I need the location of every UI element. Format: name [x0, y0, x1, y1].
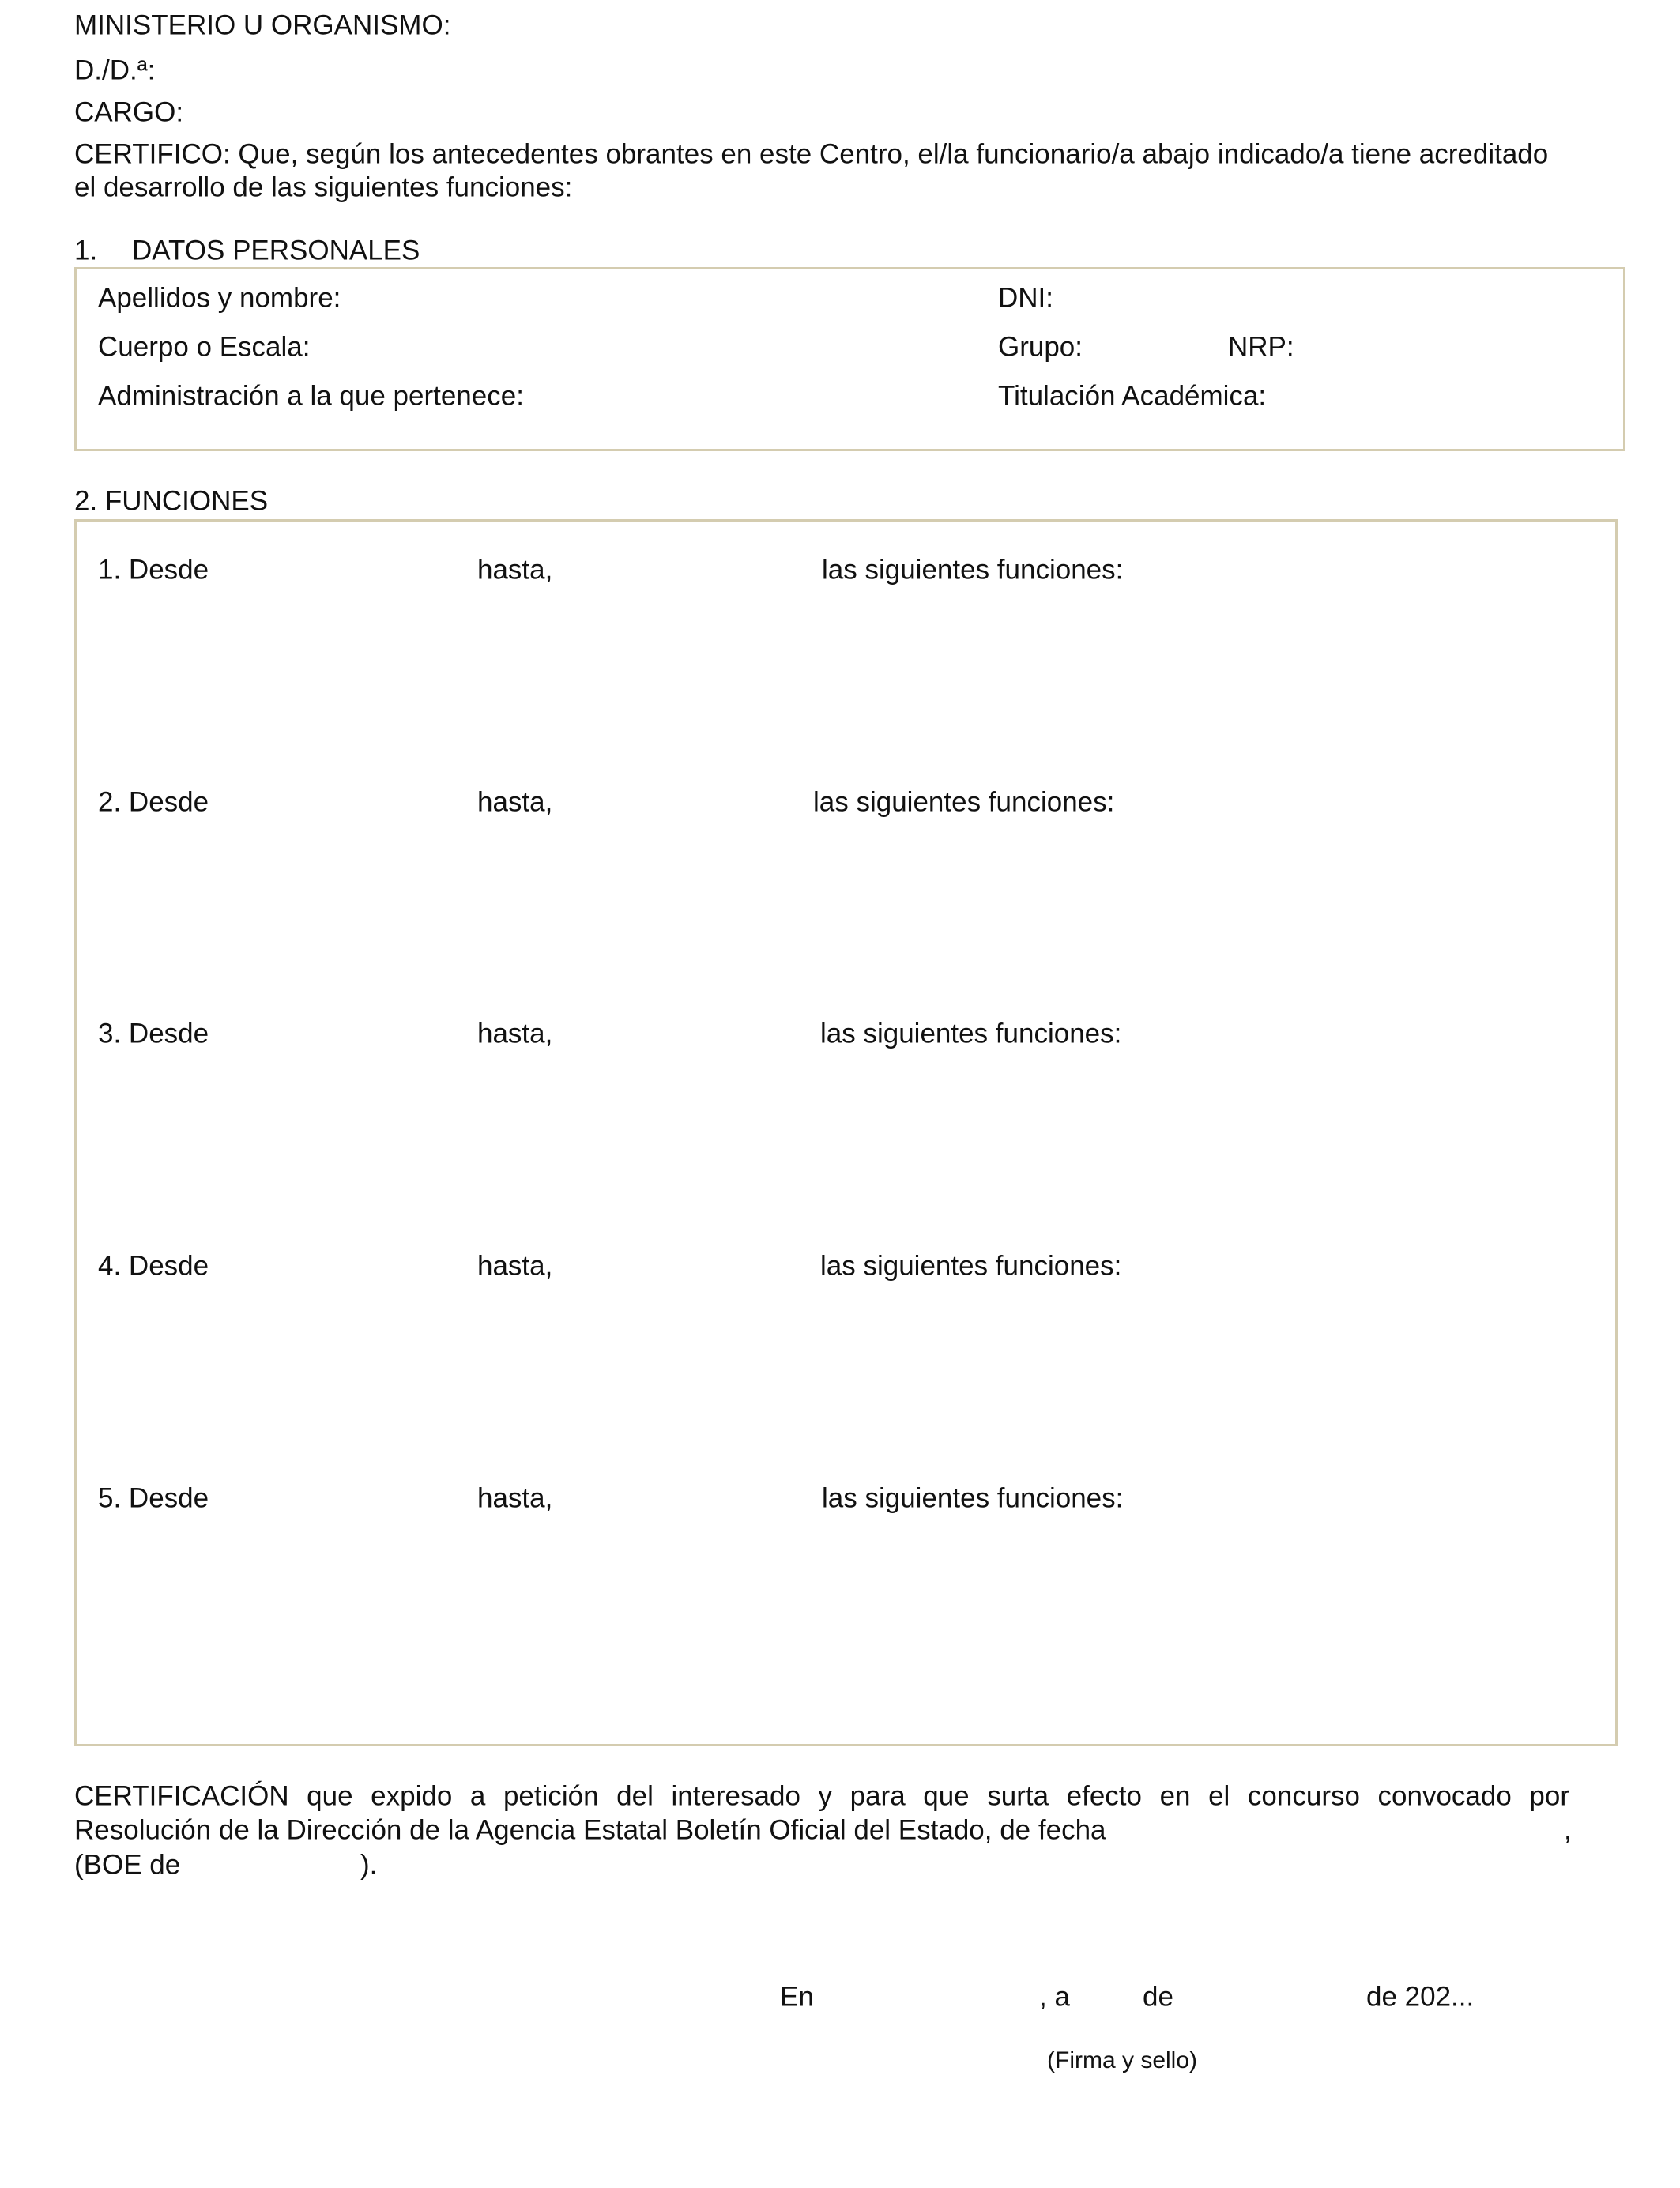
dd-label: D./D.ª: — [74, 55, 156, 86]
funciones-box — [74, 519, 1618, 1746]
certificacion-comma: , — [1564, 1814, 1572, 1846]
nrp-label: NRP: — [1228, 331, 1294, 363]
administracion-label: Administración a la que pertenece: — [98, 380, 524, 412]
titulacion-label: Titulación Académica: — [998, 380, 1267, 412]
a-label: , a — [1039, 1981, 1070, 2013]
de-label: de — [1143, 1981, 1173, 2013]
funciones-label: las siguientes funciones: — [822, 554, 1124, 586]
firma-sello-label: (Firma y sello) — [1047, 2047, 1198, 2073]
certifico-text-line1: CERTIFICO: Que, según los antecedentes obrantes en este Centro, el/la funcionario/a abajo indicado/a tiene acreditado — [74, 138, 1549, 170]
apellidos-label: Apellidos y nombre: — [98, 282, 341, 314]
certificacion-line1: CERTIFICACIÓN que expido a petición del interesado y para que surta efecto en el concurso convocado por — [74, 1780, 1569, 1812]
year-label: de 202... — [1366, 1981, 1475, 2013]
en-label: En — [780, 1981, 814, 2013]
funciones-label: las siguientes funciones: — [820, 1018, 1122, 1049]
section-title: 2. FUNCIONES — [74, 485, 269, 517]
funciones-label: las siguientes funciones: — [820, 1250, 1122, 1282]
certifico-text-line2: el desarrollo de las siguientes funciones: — [74, 171, 573, 203]
funciones-label: las siguientes funciones: — [822, 1482, 1124, 1514]
boe-close: ). — [360, 1849, 378, 1881]
desde-label: 1. Desde — [98, 554, 209, 586]
desde-label: 5. Desde — [98, 1482, 209, 1514]
hasta-label: hasta, — [477, 1482, 553, 1514]
hasta-label: hasta, — [477, 1018, 553, 1049]
hasta-label: hasta, — [477, 786, 553, 818]
desde-label: 2. Desde — [98, 786, 209, 818]
boe-label: (BOE de — [74, 1849, 181, 1881]
hasta-label: hasta, — [477, 554, 553, 586]
hasta-label: hasta, — [477, 1250, 553, 1282]
section-number: 1. — [74, 235, 98, 266]
cuerpo-label: Cuerpo o Escala: — [98, 331, 311, 363]
desde-label: 3. Desde — [98, 1018, 209, 1049]
funciones-label: las siguientes funciones: — [813, 786, 1115, 818]
dni-label: DNI: — [998, 282, 1053, 314]
desde-label: 4. Desde — [98, 1250, 209, 1282]
ministerio-label: MINISTERIO U ORGANISMO: — [74, 9, 451, 41]
grupo-label: Grupo: — [998, 331, 1083, 363]
section-title: DATOS PERSONALES — [132, 235, 420, 266]
certificacion-line2: Resolución de la Dirección de la Agencia Estatal Boletín Oficial del Estado, de fecha — [74, 1814, 1106, 1846]
cargo-label: CARGO: — [74, 96, 184, 128]
